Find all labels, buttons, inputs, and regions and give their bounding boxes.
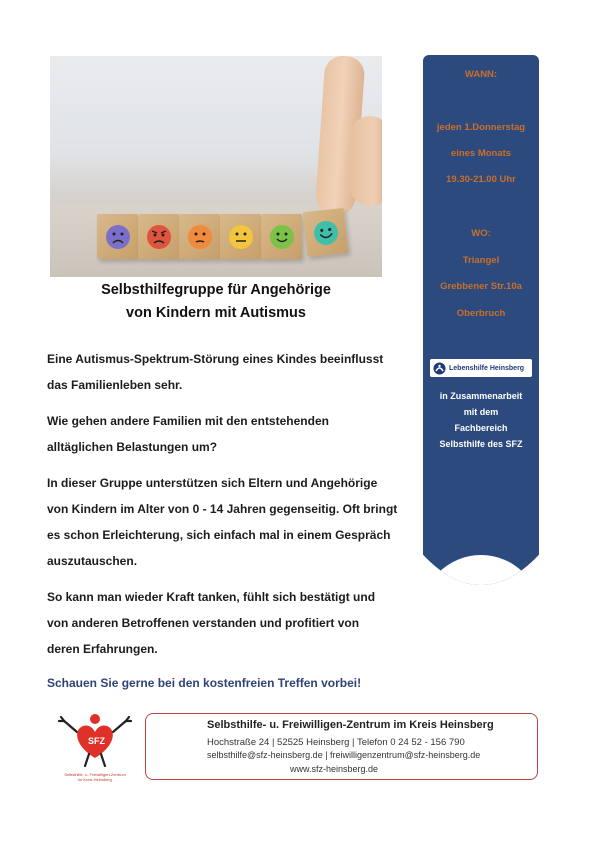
- paragraph-line: deren Erfahrungen.: [47, 642, 158, 656]
- when-day: jeden 1.Donnerstag: [436, 122, 526, 133]
- smile-face-icon: [269, 224, 295, 250]
- angry-face-icon: [146, 224, 172, 250]
- paragraph-line: So kann man wieder Kraft tanken, fühlt sich bestätigt und: [47, 590, 376, 604]
- paragraph-line: Eine Autismus-Spektrum-Störung eines Kindes beeinflusst: [47, 352, 384, 366]
- very-sad-face-icon: [105, 224, 131, 250]
- lebenshilfe-logo-icon: [433, 362, 446, 375]
- sfz-caption-line-2: im Kreis Heinsberg: [78, 777, 112, 782]
- partner-line-3: Fachbereich: [454, 423, 508, 433]
- paragraph-3: [47, 476, 407, 580]
- lebenshilfe-logo: [430, 359, 532, 377]
- headline-line-1: Selbsthilfegruppe für Angehörige: [101, 282, 331, 298]
- footer-emails: selbsthilfe@sfz-heinsberg.de | freiwilligenzentrum@sfz-heinsberg.de: [207, 750, 481, 760]
- sidebar-curve: [421, 555, 541, 615]
- paragraph-line: Wie gehen andere Familien mit den entstehenden: [47, 414, 329, 428]
- footer-address: Hochstraße 24 | 52525 Heinsberg | Telefon 0 24 52 - 156 790: [207, 737, 465, 748]
- paragraph-line: In dieser Gruppe unterstützen sich Eltern und Angehörige: [47, 476, 378, 490]
- where-street: Grebbener Str.10a: [440, 281, 522, 292]
- where-venue: Triangel: [462, 255, 500, 266]
- where-town: Oberbruch: [456, 308, 506, 319]
- neutral-face-icon: [228, 224, 254, 250]
- block-smile: [261, 214, 302, 259]
- where-label: WO:: [471, 228, 491, 239]
- partner-line-1: in Zusammenarbeit: [439, 391, 523, 401]
- paragraph-line: von Kindern im Alter von 0 - 14 Jahren gegenseitig. Oft bringt: [47, 502, 398, 516]
- hero-photo-emotion-blocks: [50, 56, 382, 277]
- happy-face-icon: [312, 219, 341, 248]
- cta-text: Schauen Sie gerne bei den kostenfreien Treffen vorbei!: [47, 676, 362, 690]
- paragraph-line: auszutauschen.: [47, 554, 138, 568]
- when-time: 19.30-21.00 Uhr: [446, 174, 516, 185]
- paragraph-line: alltäglichen Belastungen um?: [47, 440, 218, 454]
- block-very-sad: [97, 214, 138, 259]
- headline-line-2: von Kindern mit Autismus: [126, 305, 306, 321]
- sfz-logo-caption: [55, 772, 135, 782]
- when-month: eines Monats: [450, 148, 512, 159]
- paragraph-4: [47, 590, 407, 668]
- paragraph-1: [47, 352, 407, 404]
- info-sidebar: [423, 55, 539, 585]
- footer-website: www.sfz-heinsberg.de: [290, 764, 379, 774]
- sfz-caption-line-1: Selbsthilfe- u. Freiwilligen-Zentrum: [64, 772, 126, 777]
- paragraph-line: von anderen Betroffenen verstanden und profitiert von: [47, 616, 360, 630]
- call-to-action: [47, 676, 407, 690]
- sfz-logo-text: SFZ: [88, 736, 105, 746]
- sad-face-icon: [187, 224, 213, 250]
- partner-line-4: Selbsthilfe des SFZ: [439, 439, 523, 449]
- lebenshilfe-logo-text: Lebenshilfe Heinsberg: [449, 364, 525, 372]
- block-angry: [138, 214, 179, 259]
- block-happy: [303, 208, 348, 257]
- footer-org-name: Selbsthilfe- u. Freiwilligen-Zentrum im Kreis Heinsberg: [207, 719, 494, 731]
- paragraph-line: das Familienleben sehr.: [47, 378, 183, 392]
- paragraph-line: es schon Erleichterung, sich einfach mal in einem Gespräch: [47, 528, 391, 542]
- paragraph-2: [47, 414, 407, 466]
- block-neutral: [220, 214, 261, 259]
- block-slight-sad: [179, 214, 220, 259]
- partner-line-2: mit dem: [463, 407, 499, 417]
- when-label: WANN:: [464, 69, 498, 80]
- thumb: [350, 116, 382, 206]
- sfz-heart-logo-icon: [55, 708, 135, 770]
